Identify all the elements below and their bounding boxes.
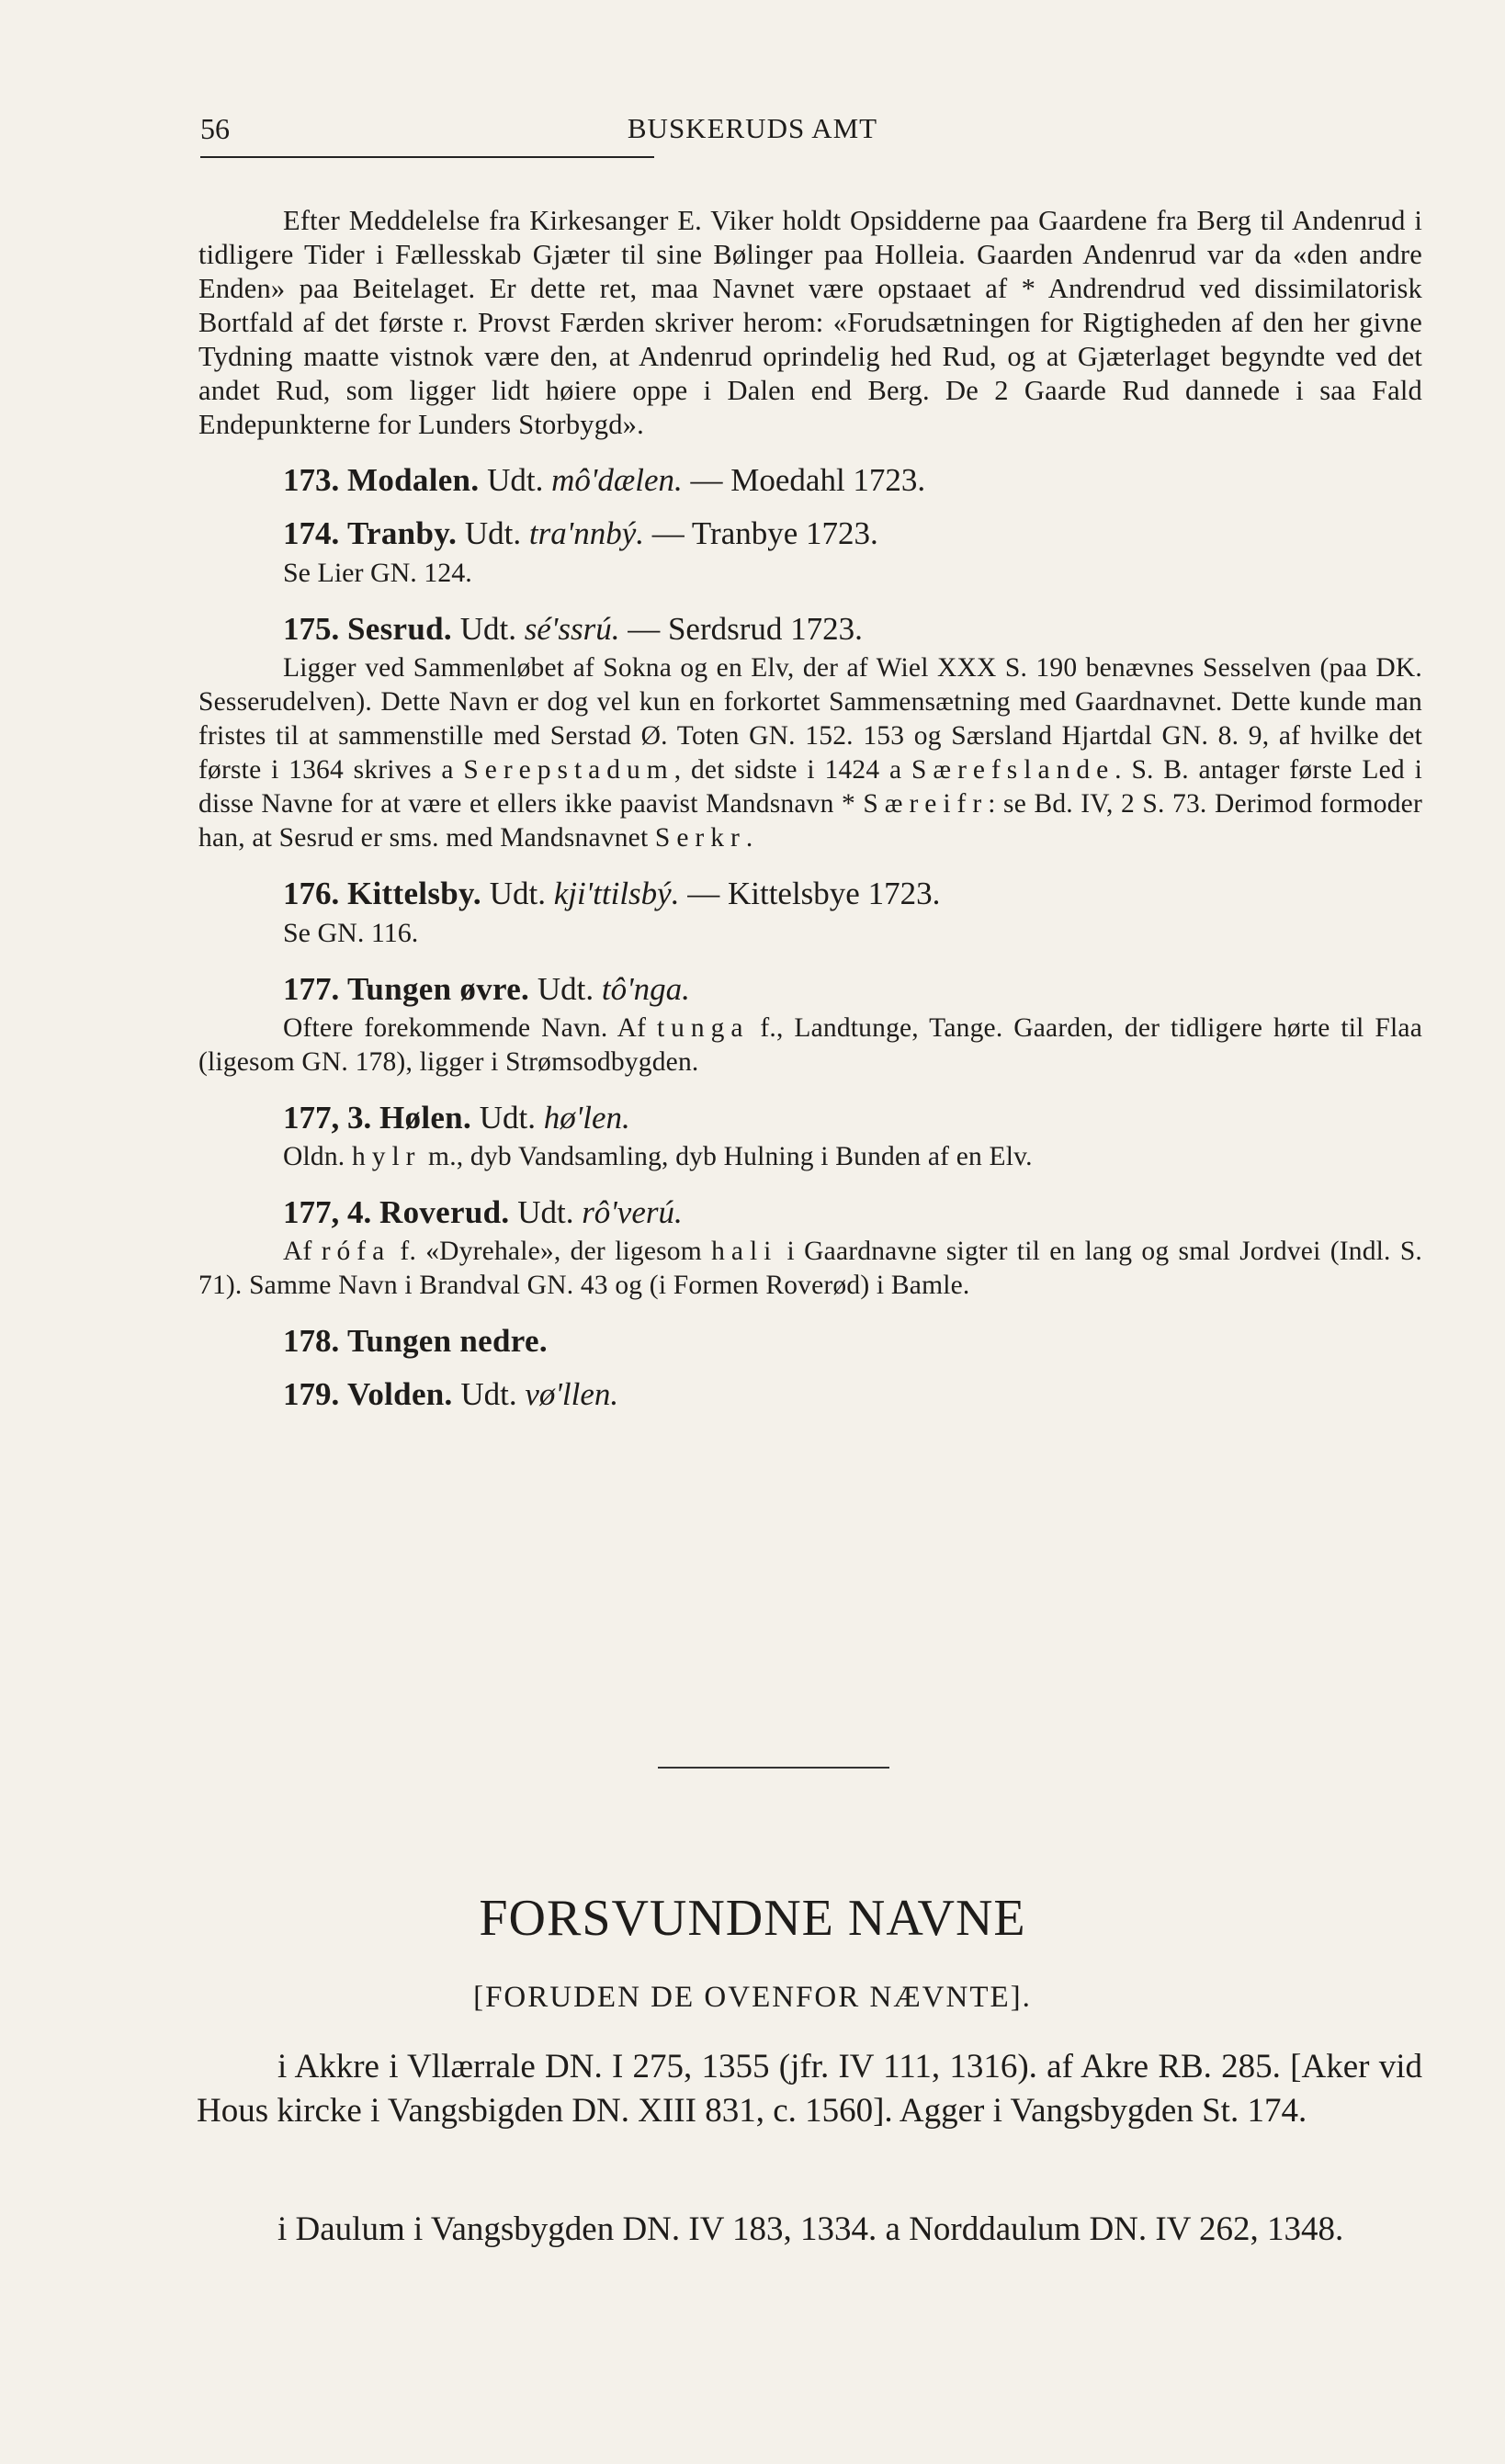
entry-179	[198, 1373, 1422, 1417]
lost-names-text: i Daulum i Vangsbygden DN. IV 183, 1334. a Norddaulum DN. IV 262, 1348.	[277, 2210, 1344, 2248]
text-run: , det sidste i 1424 a	[673, 755, 911, 785]
section-divider	[658, 1767, 889, 1769]
entry-177-4-text	[198, 1235, 1422, 1303]
entry-178	[198, 1319, 1422, 1363]
spaced-word: hylr	[351, 1142, 422, 1171]
entry-name: Tungen nedre.	[347, 1323, 548, 1359]
udt-label: Udt.	[537, 971, 594, 1007]
entry-name: Sesrud.	[347, 611, 452, 647]
section-subtitle: [FORUDEN DE OVENFOR NÆVNTE].	[473, 1981, 1032, 2014]
entry-number: 179.	[283, 1376, 340, 1412]
entry-177-3-text	[198, 1140, 1422, 1174]
entry-number: 178.	[283, 1323, 340, 1359]
entry-176	[198, 872, 1422, 916]
pronunciation: tô'nga.	[601, 971, 690, 1007]
spaced-word: tunga	[656, 1013, 750, 1043]
entry-variant: — Tranbye 1723.	[651, 515, 878, 551]
entry-number: 173.	[283, 462, 340, 498]
text-run: m., dyb Vandsamling, dyb Hulning i Bunden af en Elv.	[421, 1142, 1033, 1171]
pronunciation: tra'nnbý.	[528, 515, 645, 551]
entry-177-4	[198, 1191, 1422, 1235]
entry-176-note: Se GN. 116.	[283, 918, 419, 948]
text-run: : se Bd. IV, 2 S. 73. Derimod formoder han, at Sesrud er sms. med Mandsnavnet	[198, 789, 1422, 853]
text-run: Oftere forekommende Navn. Af	[283, 1013, 657, 1043]
lost-names-paragraph-1	[197, 2045, 1422, 2133]
spaced-word: Serepstadum	[463, 755, 674, 785]
entry-name: Tungen øvre.	[347, 971, 530, 1007]
text-run: f. «Dyrehale», der ligesom	[390, 1237, 712, 1266]
lost-names-paragraph-2	[197, 2208, 1422, 2252]
pronunciation: sé'ssrú.	[524, 611, 620, 647]
spaced-word: Serkr	[654, 823, 746, 853]
entry-177-text	[198, 1012, 1422, 1079]
udt-label: Udt.	[517, 1194, 574, 1230]
text-run: . S. B. antager første Led i disse Navne for at være et ellers ikke paavist Mandsnavn *	[198, 755, 1422, 819]
body-text	[198, 204, 1422, 1417]
pronunciation: kji'ttilsbý.	[553, 876, 680, 911]
udt-label: Udt.	[489, 876, 546, 911]
text-run: .	[745, 823, 753, 853]
spaced-word: hali	[711, 1237, 778, 1266]
header-rule	[200, 156, 654, 158]
entry-name: Roverud.	[379, 1194, 510, 1230]
entry-175	[198, 607, 1422, 651]
entry-variant: — Moedahl 1723.	[690, 462, 926, 498]
udt-label: Udt.	[459, 611, 516, 647]
entry-name: Tranby.	[347, 515, 458, 551]
text-run: i Gaardnavne sigter til en lang og smal Jordvei (Indl. S. 71). Samme Navn i Brandval GN. 43 og (i Formen Roverød) i Bamle.	[198, 1237, 1422, 1300]
entry-number: 177.	[283, 971, 340, 1007]
intro-paragraph: Efter Meddelelse fra Kirkesanger E. Viker holdt Opsidderne paa Gaardene fra Berg til Andenrud i tidligere Tider i Fællesskab Gjæter til sine Bølinger paa Holleia. Gaarden Andenrud var da «den andre Enden» paa Beitelaget. Er dette ret, maa Navnet være opstaaet af * Andrendrud ved dissimilatorisk Bortfald af det første r. Provst Færden skriver herom: «Forudsætningen for Rigtigheden af den her givne Tydning maatte vistnok være den, at Andenrud oprindelig hed Rud, og at Gjæterlaget begyndte ved det andet Rud, som ligger lidt høiere oppe i Dalen end Berg. De 2 Gaarde Rud dannede i saa Fald Endepunkterne for Lunders Storbygd».	[198, 205, 1422, 440]
udt-label: Udt.	[460, 1376, 517, 1412]
text-run: Ligger ved Sammenløbet af Sokna og en Elv, der af Wiel XXX S. 190 benævnes Sesselven (paa DK. Sesserudelven). Dette Navn er dog vel kun en forkortet Sammensætning med Gaardnavnet. Dette kunde man fristes til at sammenstille med Serstad Ø. Toten GN. 152. 153 og Særsland Hjartdal GN. 8. 9, af hvilke det første i 1364 skrives a	[198, 653, 1422, 785]
entry-number: 176.	[283, 876, 340, 911]
entry-variant: — Kittelsbye 1723.	[687, 876, 941, 911]
udt-label: Udt.	[464, 515, 522, 551]
entry-name: Volden.	[347, 1376, 453, 1412]
entry-name: Kittelsby.	[347, 876, 481, 911]
text-run: f., Landtunge, Tange. Gaarden, der tidligere hørte til Flaa (ligesom GN. 178), ligger i Strømsodbygden.	[198, 1013, 1422, 1077]
spaced-word: Særefslande	[911, 755, 1115, 785]
entry-177	[198, 967, 1422, 1012]
pronunciation: mô'dælen.	[551, 462, 683, 498]
entry-number: 177, 4.	[283, 1194, 372, 1230]
entry-174-note: Se Lier GN. 124.	[283, 558, 472, 588]
entry-174	[198, 512, 1422, 556]
spaced-word: rófa	[321, 1237, 391, 1266]
section-title: FORSVUNDNE NAVNE	[479, 1890, 1026, 1947]
entry-175-text	[198, 651, 1422, 855]
entry-number: 174.	[283, 515, 340, 551]
text-run: Oldn.	[283, 1142, 352, 1171]
udt-label: Udt.	[487, 462, 544, 498]
entry-name: Modalen.	[347, 462, 480, 498]
text-run: Af	[283, 1237, 322, 1266]
running-title: BUSKERUDS AMT	[627, 112, 878, 144]
pronunciation: rô'verú.	[582, 1194, 683, 1230]
entry-173	[198, 458, 1422, 503]
udt-label: Udt.	[479, 1100, 536, 1136]
entry-number: 175.	[283, 611, 340, 647]
entry-number: 177, 3.	[283, 1100, 372, 1136]
entry-variant: — Serdsrud 1723.	[628, 611, 863, 647]
spaced-word: Særeifr	[863, 789, 989, 819]
pronunciation: vø'llen.	[525, 1376, 619, 1412]
pronunciation: hø'len.	[543, 1100, 630, 1136]
entry-177-3	[198, 1096, 1422, 1140]
entry-name: Hølen.	[379, 1100, 471, 1136]
lost-names-text: i Akkre i Vllærrale DN. I 275, 1355 (jfr. IV 111, 1316). af Akre RB. 285. [Aker vid Hous kircke i Vangsbigden DN. XIII 831, c. 1560]. Agger i Vangsbygden St. 174.	[197, 2048, 1422, 2130]
page-number: 56	[200, 112, 230, 145]
